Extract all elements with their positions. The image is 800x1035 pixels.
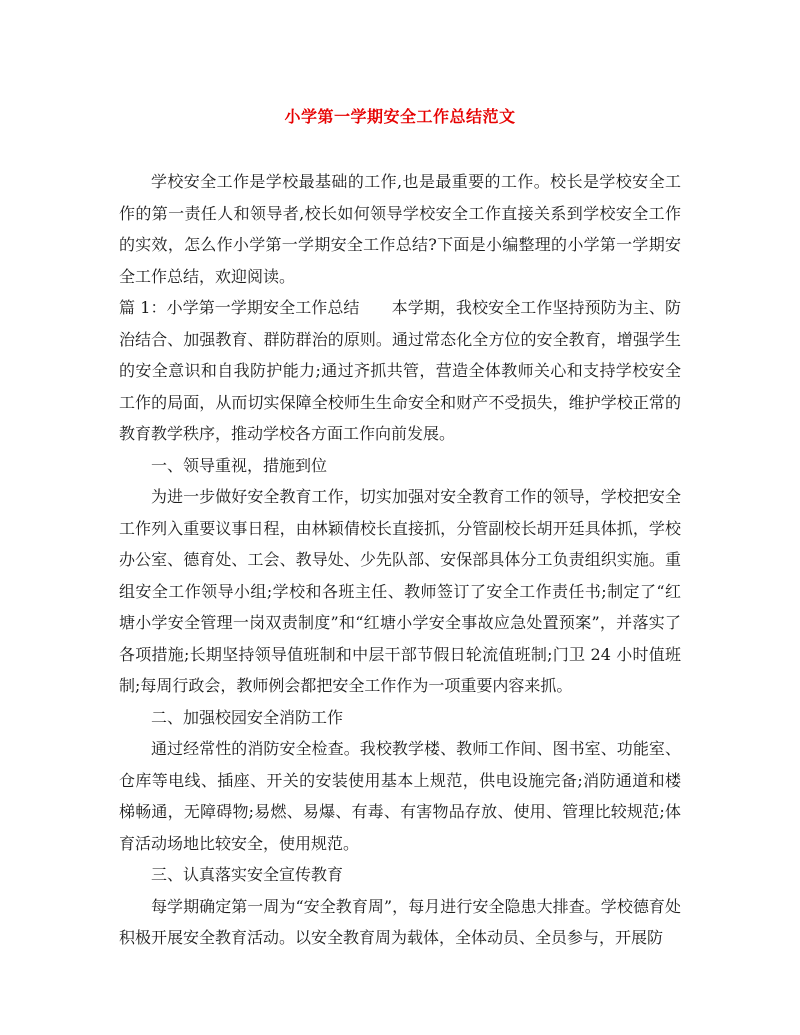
section-heading-3: 三、认真落实安全宣传教育	[151, 865, 344, 884]
section-paragraph-2: 通过经常性的消防安全检查。我校教学楼、教师工作间、图书室、功能室、仓库等电线、插座、开关的安装使用基本上规范，供电设施完备;消防通道和楼梯畅通，无障碍物;易燃、易爆、有毒、有害物品存放、使用、管理比较规范;体育活动场地比较安全，使用规范。	[119, 739, 681, 853]
section-heading-2: 二、加强校园安全消防工作	[151, 707, 344, 727]
document-body	[119, 166, 681, 954]
section-paragraph-1: 为进一步做好安全教育工作，切实加强对安全教育工作的领导，学校把安全工作列入重要议事日程，由林颖倩校长直接抓，分管副校长胡开廷具体抓，学校办公室、德育处、工会、教导处、少先队部、安保部具体分工负责组织实施。重组安全工作领导小组;学校和各班主任、教师签订了安全工作责任书;制定了“红塘小学安全管理一岗双责制度”和“红塘小学安全事故应急处置预案”，并落实了各项措施;长期坚持领导值班制和中层干部节假日轮流值班制;门卫 24 小时值班制;每周行政会，教师例会都把安全工作作为一项重要内容来抓。	[119, 487, 681, 695]
summary-paragraph: 篇 1：小学第一学期安全工作总结 本学期，我校安全工作坚持预防为主、防治结合、加强教育、群防群治的原则。通过常态化全方位的安全教育，增强学生的安全意识和自我防护能力;通过齐抓共管，营造全体教师关心和支持学校安全工作的局面，从而切实保障全校师生生命安全和财产不受损失，维护学校正常的教育教学秩序，推动学校各方面工作向前发展。	[119, 298, 681, 443]
document-title: 小学第一学期安全工作总结范文	[284, 107, 516, 126]
intro-paragraph: 学校安全工作是学校最基础的工作,也是最重要的工作。校长是学校安全工作的第一责任人和领导者,校长如何领导学校安全工作直接关系到学校安全工作的实效，怎么作小学第一学期安全工作总结?下面是小编整理的小学第一学期安全工作总结，欢迎阅读。	[119, 172, 681, 286]
section-heading-1: 一、领导重视，措施到位	[151, 455, 328, 475]
section-paragraph-3: 每学期确定第一周为“安全教育周”，每月进行安全隐患大排查。学校德育处积极开展安全教育活动。以安全教育周为载体，全体动员、全员参与，开展防	[119, 896, 681, 947]
